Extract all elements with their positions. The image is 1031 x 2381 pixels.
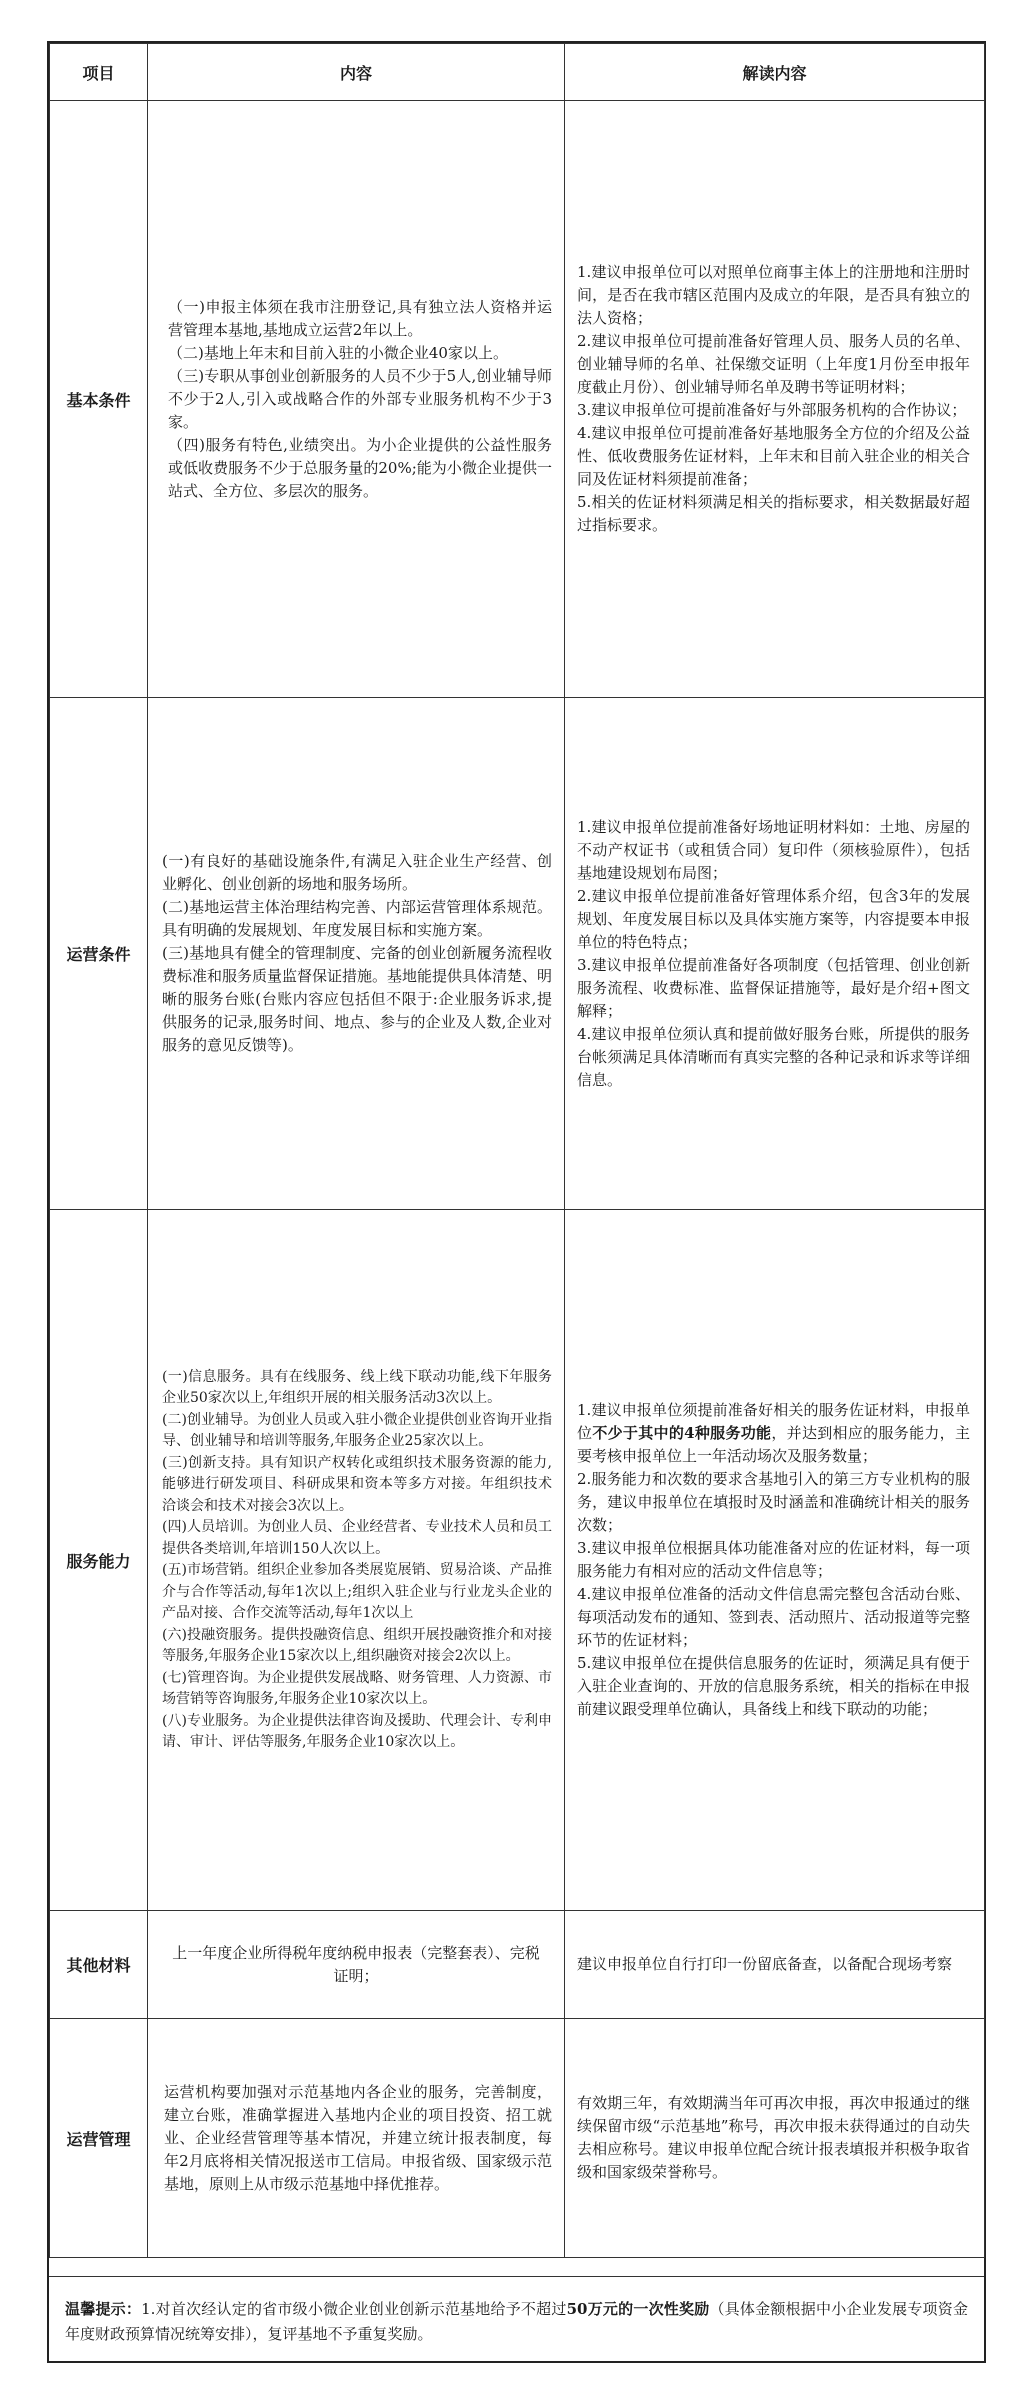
interp-point: 1.建议申报单位可以对照单位商事主体上的注册地和注册时间，是否在我市辖区范围内及成立的年限，是否具有独立的法人资格； — [577, 263, 970, 327]
interp-point: 4.建议申报单位须认真和提前做好服务台账，所提供的服务台帐须满足具体清晰而有真实完整的各种记录和诉求等详细信息。 — [577, 1024, 970, 1089]
table-row-other-materials — [50, 1911, 985, 2019]
row-content-cell — [148, 1210, 565, 1911]
row-interp-cell — [565, 1210, 985, 1911]
row-interp-text — [565, 261, 984, 537]
row-interp-text — [565, 816, 984, 1092]
table-row-basic-conditions — [50, 101, 985, 698]
row-content-text: 上一年度企业所得税年度纳税申报表（完整套表）、完税证明； — [172, 1943, 540, 1985]
row-item-label: 运营条件 — [50, 698, 148, 1210]
row-content-cell — [148, 101, 565, 698]
interp-text-part: ，并达到相应的服务能力，主要考核申报单位上一年活动场次及服务数量； — [577, 1424, 970, 1465]
row-content-text: （一)申报主体须在我市注册登记,具有独立法人资格并运营管理本基地,基地成立运营2年以上。 （二)基地上年末和目前入驻的小微企业40家以上。 （三)专职从事创业创新服务的人员不少于5人,创业辅导师不少于2人,引入或战略合作的外部专业服务机构不少于3家。 （四)服务有特色,业绩突出。为小企业提供的公益性服务或低收费服务不少于总服务量的20%;能为小微企业提供一站式、全方位、多层次的服务。 — [168, 297, 552, 500]
warm-tip-emphasis: 50万元的一次性奖励 — [566, 2300, 710, 2318]
row-item-label: 其他材料 — [50, 1911, 148, 2019]
interp-point: 3.建议申报单位可提前准备好与外部服务机构的合作协议； — [577, 401, 967, 419]
row-content-cell — [148, 2019, 565, 2258]
interp-point: 3.建议申报单位根据具体功能准备对应的佐证材料，每一项服务能力有相对应的活动文件信息等； — [577, 1539, 970, 1580]
table-row-operation-management — [50, 2019, 985, 2258]
row-content-text: (一)信息服务。具有在线服务、线上线下联动功能,线下年服务企业50家次以上,年组织开展的相关服务活动3次以上。 (二)创业辅导。为创业人员或入驻小微企业提供创业咨询开业指导、创业辅导和培训等服务,年服务企业25家次以上。 (三)创新支持。具有知识产权转化或组织技术服务资源的能力,能够进行研发项目、科研成果和资本等多方对接。年组织技术洽谈会和技术对接会3次以上。 (四)人员培训。为创业人员、企业经营者、专业技术人员和员工提供各类培训,年培训150人次以上。 (五)市场营销。组织企业参加各类展览展销、贸易洽谈、产品推介与合作等活动,每年1次以上;组织入驻企业与行业龙头企业的产品对接、合作交流等活动,每年1次以上 (六)投融资服务。提供投融资信息、组织开展投融资推介和对接等服务,年服务企业15家次以上,组织融资对接会2次以上。 (七)管理咨询。为企业提供发展战略、财务管理、人力资源、市场营销等咨询服务,年服务企业10家次以上。 (八)专业服务。为企业提供法律咨询及援助、代理会计、专利申请、审计、评估等服务,年服务企业10家次以上。 — [162, 1368, 552, 1750]
row-content-text: 运营机构要加强对示范基地内各企业的服务，完善制度，建立台账，准确掌握进入基地内企业的项目投资、招工就业、企业经营管理等基本情况，并建立统计报表制度，每年2月底将相关情况报送市工信局。申报省级、国家级示范基地，原则上从市级示范基地中择优推荐。 — [164, 2082, 552, 2193]
interp-point: 2.建议申报单位提前准备好管理体系介绍，包含3年的发展规划、年度发展目标以及具体实施方案等，内容提要本申报单位的特色特点； — [577, 886, 970, 951]
row-interp-cell — [565, 698, 985, 1210]
warm-tip-text: （具体金额根据中小企业发展专项资金年度财政预算情况统筹安排），复评基地不予重复奖励。 — [65, 2300, 968, 2343]
row-interp-text — [565, 2092, 984, 2184]
row-item-label: 基本条件 — [50, 101, 148, 698]
row-content-cell — [148, 1911, 565, 2019]
interp-point: 有效期三年，有效期满当年可再次申报，再次申报通过的继续保留市级“示范基地”称号，再次申报未获得通过的自动失去相应称号。建议申报单位配合统计报表填报并积极争取省级和国家级荣誉称号。 — [577, 2094, 970, 2181]
interp-point: 4.建议申报单位准备的活动文件信息需完整包含活动台账、每项活动发布的通知、签到表、活动照片、活动报道等完整环节的佐证材料； — [577, 1585, 970, 1649]
warm-tip-label: 温馨提示： — [65, 2300, 142, 2318]
row-interp-cell — [565, 2019, 985, 2258]
row-interp-text — [565, 1953, 984, 1976]
warm-tip-note — [49, 2276, 984, 2363]
interp-text-part: 1.建议申报单位须提前准备好相关的服务佐证材料，申报单位 — [577, 1401, 970, 1442]
policy-table — [49, 43, 985, 2258]
policy-table-frame — [47, 41, 986, 2363]
header-interpretation: 解读内容 — [565, 44, 985, 101]
row-interp-text — [565, 1399, 984, 1721]
row-item-label: 运营管理 — [50, 2019, 148, 2258]
interp-point: 1.建议申报单位提前准备好场地证明材料如：土地、房屋的不动产权证书（或租赁合同）复印件（须核验原件），包括基地建设规划布局图； — [577, 817, 970, 882]
interp-point: 建议申报单位自行打印一份留底备查，以备配合现场考察 — [577, 1955, 953, 1973]
interp-point: 2.服务能力和次数的要求含基地引入的第三方专业机构的服务，建议申报单位在填报时及时涵盖和准确统计相关的服务次数； — [577, 1470, 970, 1534]
row-item-label: 服务能力 — [50, 1210, 148, 1911]
interp-emphasis: 不少于其中的4种服务功能 — [592, 1424, 772, 1442]
interp-point: 4.建议申报单位可提前准备好基地服务全方位的介绍及公益性、低收费服务佐证材料，上年末和目前入驻企业的相关合同及佐证材料须提前准备； — [577, 424, 970, 488]
row-interp-cell — [565, 1911, 985, 2019]
warm-tip-text: 1.对首次经认定的省市级小微企业创业创新示范基地给予不超过 — [141, 2300, 567, 2318]
row-interp-cell — [565, 101, 985, 698]
row-content-cell — [148, 698, 565, 1210]
interp-point: 5.建议申报单位在提供信息服务的佐证时，须满足具有便于入驻企业查询的、开放的信息服务系统，相关的指标在申报前建议跟受理单位确认，具备线上和线下联动的功能； — [577, 1654, 970, 1718]
interp-point — [577, 1399, 970, 1468]
row-content-text: (一)有良好的基础设施条件,有满足入驻企业生产经营、创业孵化、创业创新的场地和服务场所。 (二)基地运营主体治理结构完善、内部运营管理体系规范。具有明确的发展规划、年度发展目标和实施方案。 (三)基地具有健全的管理制度、完备的创业创新履务流程收费标准和服务质量监督保证措施。基地能提供具体清楚、明晰的服务台账(台账内容应包括但不限于:企业服务诉求,提供服务的记录,服务时间、地点、参与的企业及人数,企业对服务的意见反馈等)。 — [162, 852, 553, 1054]
interp-point: 3.建议申报单位提前准备好各项制度（包括管理、创业创新服务流程、收费标准、监督保证措施等，最好是介绍+图文解释； — [577, 955, 970, 1020]
header-item: 项目 — [50, 44, 148, 101]
table-row-operating-conditions — [50, 698, 985, 1210]
header-content: 内容 — [148, 44, 565, 101]
table-row-service-capability — [50, 1210, 985, 1911]
table-header-row — [50, 44, 985, 101]
interp-point: 2.建议申报单位可提前准备好管理人员、服务人员的名单、创业辅导师的名单、社保缴交证明（上年度1月份至申报年度截止月份）、创业辅导师名单及聘书等证明材料； — [577, 332, 970, 396]
interp-point: 5.相关的佐证材料须满足相关的指标要求，相关数据最好超过指标要求。 — [577, 493, 970, 534]
